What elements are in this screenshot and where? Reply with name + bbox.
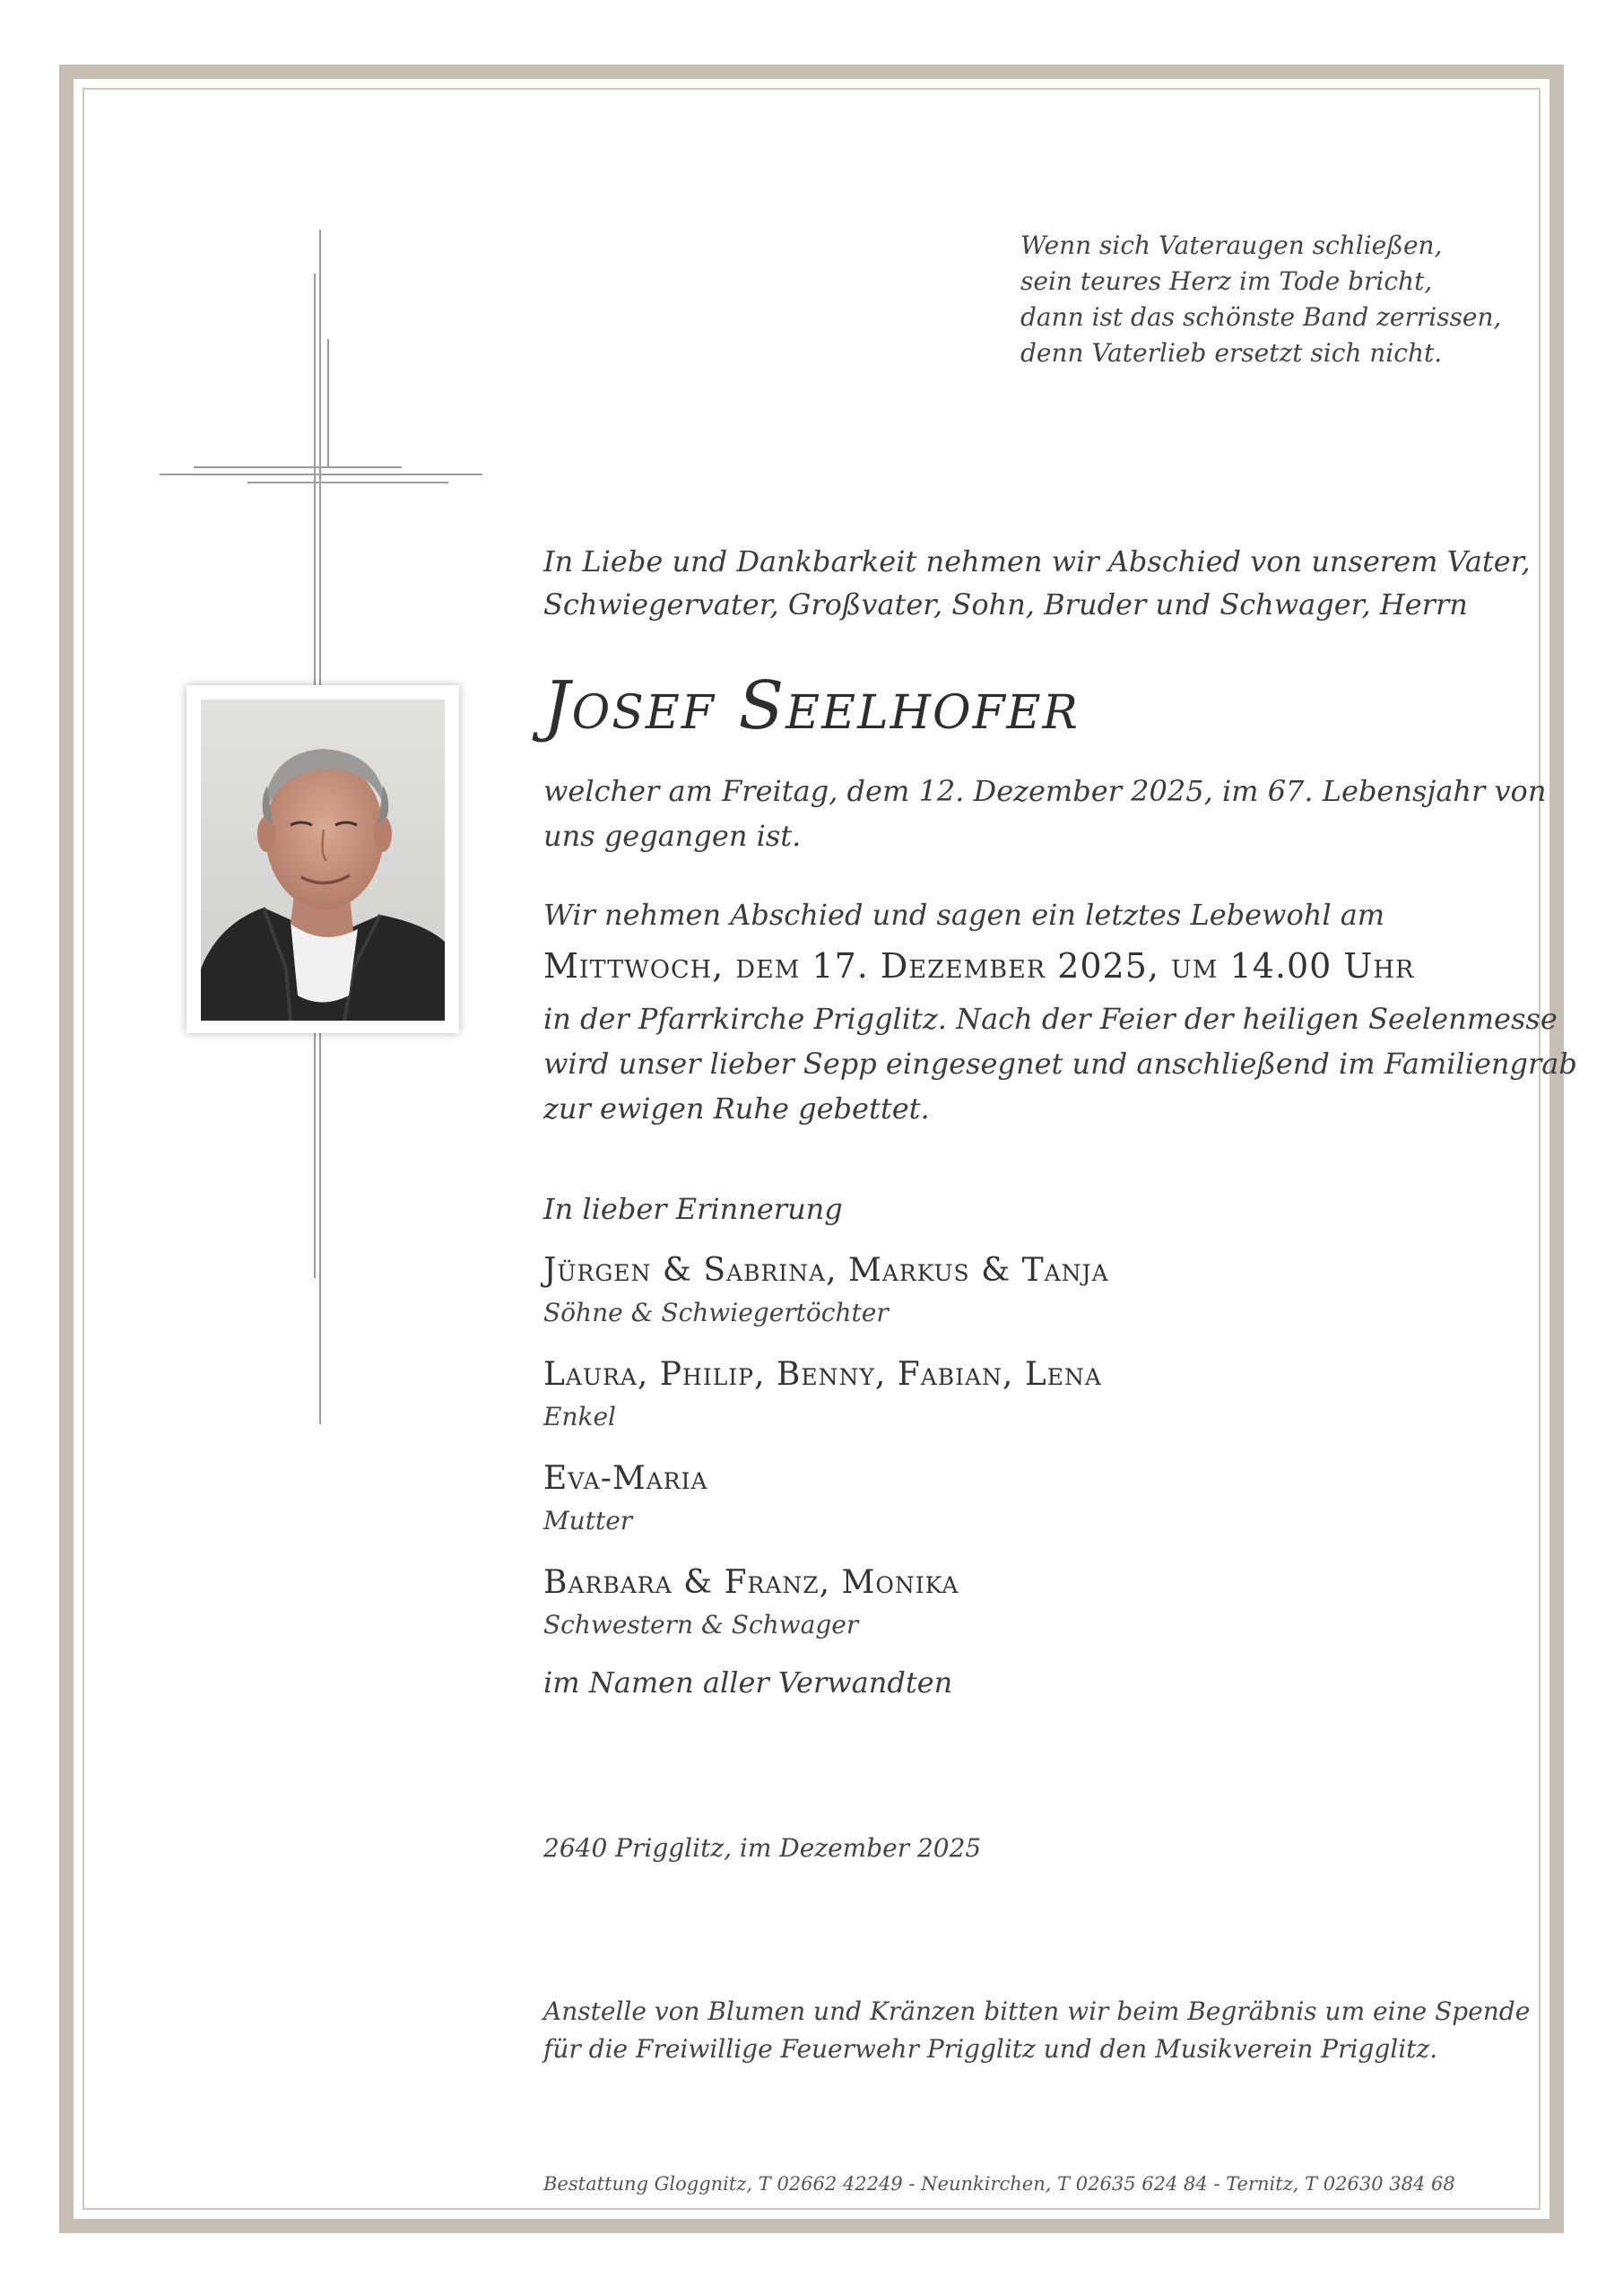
donation-note-line: Anstelle von Blumen und Kränzen bitten wir beim Begräbnis um eine Spende (543, 1996, 1531, 2026)
mourner-role: Enkel (543, 1402, 616, 1431)
funeral-date: Mittwoch, dem 17. Dezember 2025, um 14.00 Uhr (543, 946, 1415, 986)
donation-note-line: für die Freiwillige Feuerwehr Prigglitz und den Musikverein Prigglitz. (543, 2034, 1438, 2064)
mourner-role: Mutter (543, 1506, 633, 1535)
mourner-names: Barbara & Franz, Monika (543, 1564, 959, 1601)
death-info-line: uns gegangen ist. (543, 819, 802, 853)
funeral-details-line: wird unser lieber Sepp eingesegnet und anschließend im Familiengrab (543, 1047, 1577, 1081)
poem-line: Wenn sich Vateraugen schließen, (1020, 230, 1443, 260)
poem-line: dann ist das schönste Band zerrissen, (1020, 302, 1502, 332)
poem (1020, 228, 1501, 371)
intro-line: Schwiegervater, Großvater, Sohn, Bruder und Schwager, Herrn (543, 587, 1468, 622)
death-info-line: welcher am Freitag, dem 12. Dezember 2025, im 67. Lebensjahr von (543, 774, 1547, 808)
funeral-details-line: in der Pfarrkirche Prigglitz. Nach der Feier der heiligen Seelenmesse (543, 1002, 1558, 1036)
mourner-names: Jürgen & Sabrina, Markus & Tanja (543, 1252, 1109, 1289)
funeral-home-footer: Bestattung Gloggnitz, T 02662 42249 - Neunkirchen, T 02635 624 84 - Ternitz, T 02630 384 68 (543, 2173, 1455, 2195)
inner-border-line (82, 88, 1541, 2210)
intro-line: In Liebe und Dankbarkeit nehmen wir Abschied von unserem Vater, (543, 544, 1531, 578)
poem-line: denn Vaterlieb ersetzt sich nicht. (1020, 338, 1443, 368)
portrait-photo-frame (187, 685, 459, 1033)
funeral-details-line: zur ewigen Ruhe gebettet. (543, 1091, 930, 1126)
deceased-name: Josef Seelhofer (543, 667, 1080, 744)
poem-line: sein teures Herz im Tode bricht, (1020, 266, 1433, 296)
place-and-date: 2640 Prigglitz, im Dezember 2025 (543, 1833, 982, 1863)
farewell-intro: Wir nehmen Abschied und sagen ein letztes Lebewohl am (543, 898, 1385, 932)
mourner-role: Schwestern & Schwager (543, 1610, 859, 1639)
mourner-names: Laura, Philip, Benny, Fabian, Lena (543, 1356, 1102, 1393)
portrait-photo (201, 700, 445, 1021)
mourner-names: Eva-Maria (543, 1460, 708, 1497)
mourners-intro: In lieber Erinnerung (543, 1192, 843, 1226)
page-paper (74, 79, 1549, 2219)
mourners-closing: im Namen aller Verwandten (543, 1665, 953, 1700)
mourner-role: Söhne & Schwiegertöchter (543, 1298, 889, 1327)
page-border (59, 65, 1564, 2233)
